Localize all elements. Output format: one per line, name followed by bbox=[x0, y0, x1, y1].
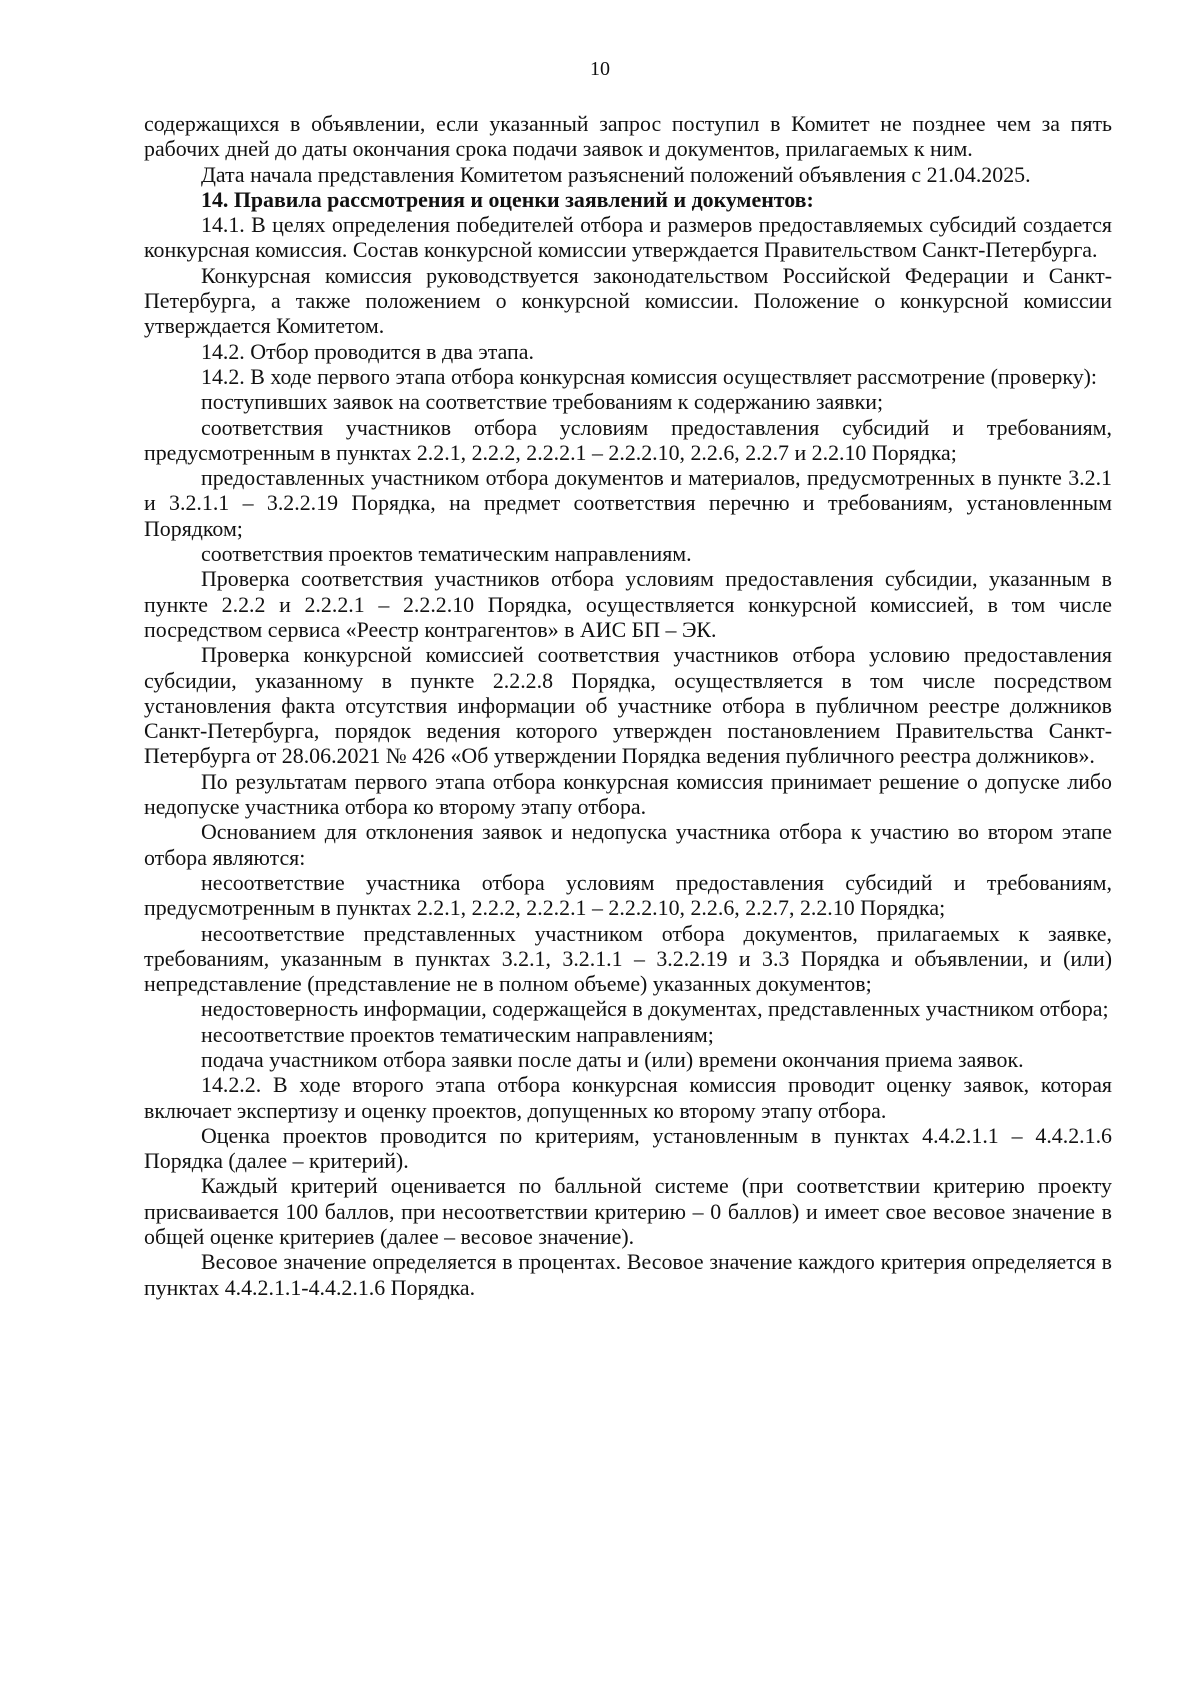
paragraph: 14.2. Отбор проводится в два этапа. bbox=[201, 338, 534, 364]
list-item: недостоверность информации, содержащейся в документах, представленных участником отбора; bbox=[201, 996, 1109, 1022]
list-item: соответствия проектов тематическим направлениям. bbox=[201, 541, 692, 567]
list-item: несоответствие участника отбора условиям предоставления субсидий и требованиям, предусмотренным в пунктах 2.2.1, 2.2.2, 2.2.2.1 – 2.2.2.10, 2.2.6, 2.2.7, 2.2.10 Порядка; bbox=[144, 869, 1112, 921]
list-item: несоответствие представленных участником отбора документов, прилагаемых к заявке, требованиям, указанным в пунктах 3.2.1, 3.2.1.1 – 3.2.2.19 и 3.3 Порядка и объявлении, и (или) непредставление (представление не в полном объеме) указанных документов; bbox=[144, 920, 1112, 997]
paragraph: 14.1. В целях определения победителей отбора и размеров предоставляемых субсидий создается конкурсная комиссия. Состав конкурсной комиссии утверждается Правительством Санкт-Петербурга. bbox=[144, 212, 1112, 263]
paragraph: содержащихся в объявлении, если указанный запрос поступил в Комитет не позднее чем за пять рабочих дней до даты окончания срока подачи заявок и документов, прилагаемых к ним. bbox=[144, 111, 1112, 162]
list-item: подача участником отбора заявки после даты и (или) времени окончания приема заявок. bbox=[201, 1046, 1024, 1072]
page-number: 10 bbox=[590, 58, 610, 80]
paragraph: Дата начала представления Комитетом разъяснений положений объявления с 21.04.2025. bbox=[201, 161, 1031, 187]
document-body bbox=[144, 111, 1112, 1300]
section-heading: 14. Правила рассмотрения и оценки заявлений и документов: bbox=[201, 186, 814, 212]
list-item: поступивших заявок на соответствие требованиям к содержанию заявки; bbox=[201, 389, 884, 415]
paragraph: 14.2.2. В ходе второго этапа отбора конкурсная комиссия проводит оценку заявок, которая включает экспертизу и оценку проектов, допущенных ко второму этапу отбора. bbox=[144, 1072, 1112, 1123]
paragraph: Оценка проектов проводится по критериям, установленным в пунктах 4.4.2.1.1 – 4.4.2.1.6 Порядка (далее – критерий). bbox=[144, 1122, 1112, 1174]
paragraph: Проверка конкурсной комиссией соответствия участников отбора условию предоставления субсидии, указанному в пункте 2.2.2.8 Порядка, осуществляется в том числе посредством установления факта отсутствия информации об участнике отбора в публичном реестре должников Санкт-Петербурга, порядок ведения которого утвержден постановлением Правительства Санкт-Петербурга от 28.06.2021 № 426 «Об утверждении Порядка ведения публичного реестра должников». bbox=[144, 642, 1112, 769]
paragraph: 14.2. В ходе первого этапа отбора конкурсная комиссия осуществляет рассмотрение (проверку): bbox=[201, 363, 1098, 389]
paragraph: Каждый критерий оценивается по балльной системе (при соответствии критерию проекту присваивается 100 баллов, при несоответствии критерию – 0 баллов) и имеет свое весовое значение в общей оценке критериев (далее – весовое значение). bbox=[144, 1173, 1112, 1250]
paragraph: Основанием для отклонения заявок и недопуска участника отбора к участию во втором этапе отбора являются: bbox=[144, 819, 1112, 870]
paragraph: Конкурсная комиссия руководствуется законодательством Российской Федерации и Санкт-Петербурга, а также положением о конкурсной комиссии. Положение о конкурсной комиссии утверждается Комитетом. bbox=[144, 262, 1112, 339]
paragraph: По результатам первого этапа отбора конкурсная комиссия принимает решение о допуске либо недопуске участника отбора ко второму этапу отбора. bbox=[144, 768, 1112, 820]
paragraph: Весовое значение определяется в процентах. Весовое значение каждого критерия определяется в пунктах 4.4.2.1.1-4.4.2.1.6 Порядка. bbox=[144, 1249, 1112, 1300]
list-item: предоставленных участником отбора документов и материалов, предусмотренных в пункте 3.2.1 и 3.2.1.1 – 3.2.2.19 Порядка, на предмет соответствия перечню и требованиям, установленным Порядком; bbox=[144, 465, 1112, 541]
list-item: несоответствие проектов тематическим направлениям; bbox=[201, 1021, 714, 1047]
paragraph: Проверка соответствия участников отбора условиям предоставления субсидии, указанным в пункте 2.2.2 и 2.2.2.1 – 2.2.2.10 Порядка, осуществляется конкурсной комиссией, в том числе посредством сервиса «Реестр контрагентов» в АИС БП – ЭК. bbox=[144, 566, 1112, 642]
list-item: соответствия участников отбора условиям предоставления субсидий и требованиям, предусмотренным в пунктах 2.2.1, 2.2.2, 2.2.2.1 – 2.2.2.10, 2.2.6, 2.2.7 и 2.2.10 Порядка; bbox=[144, 414, 1112, 465]
